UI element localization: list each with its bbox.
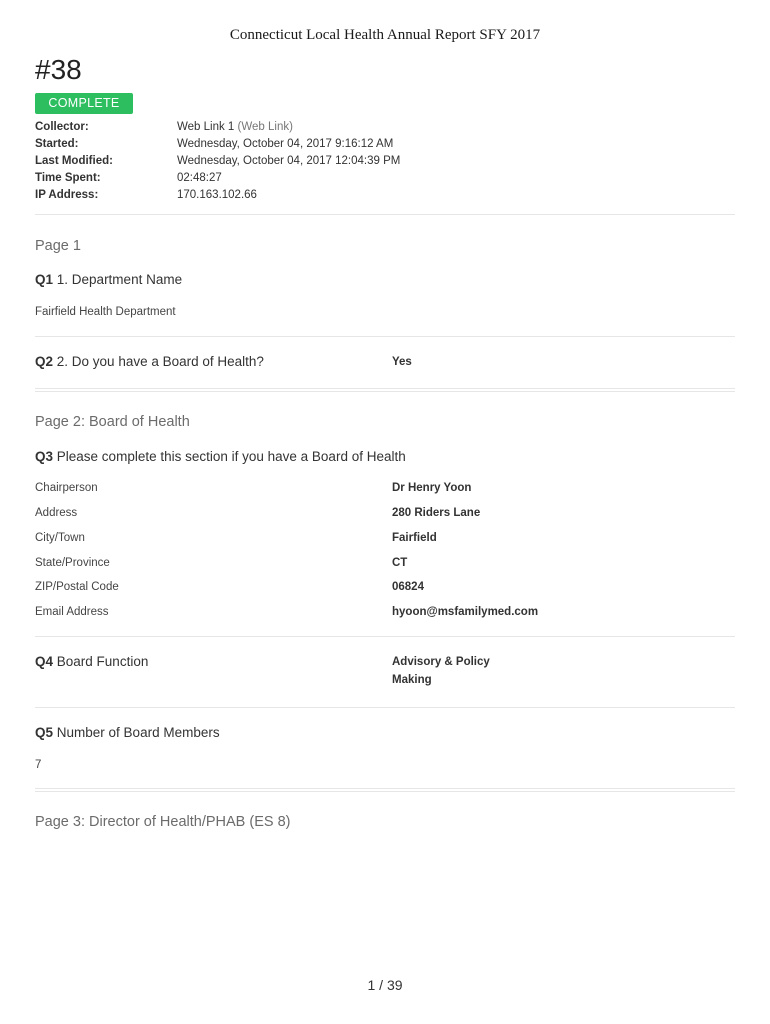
meta-row-started: [35, 138, 400, 155]
collector-type: (Web Link): [237, 121, 293, 133]
document-title: Connecticut Local Health Annual Report SFY 2017: [229, 27, 541, 43]
answer-4-line-2: Making: [392, 674, 432, 686]
question-text: 2. Do you have a Board of Health?: [56, 354, 264, 369]
divider: [35, 214, 735, 215]
divider: [35, 707, 735, 708]
meta-value: 02:48:27: [177, 172, 222, 184]
divider: [35, 636, 735, 637]
response-number: #38: [35, 54, 82, 85]
field-label-zip: ZIP/Postal Code: [35, 581, 119, 593]
question-number: Q1: [35, 272, 54, 287]
meta-value: Wednesday, October 04, 2017 9:16:12 AM: [177, 138, 394, 150]
meta-value: [177, 121, 293, 138]
section-divider: [35, 388, 735, 392]
field-value-chairperson: Dr Henry Yoon: [392, 482, 472, 494]
question-text: 1. Department Name: [56, 272, 183, 287]
field-label-state: State/Province: [35, 557, 110, 569]
field-value-zip: 06824: [392, 581, 424, 593]
meta-row-time-spent: [35, 172, 400, 189]
meta-value: Wednesday, October 04, 2017 12:04:39 PM: [177, 155, 401, 167]
answer-4-line-1: Advisory & Policy: [392, 656, 490, 668]
question-text: Board Function: [56, 654, 149, 669]
meta-label: Collector:: [35, 121, 89, 133]
answer-2: Yes: [392, 356, 412, 368]
meta-label: Started:: [35, 138, 79, 150]
question-number: Q4: [35, 654, 54, 669]
page-heading-2: Page 2: Board of Health: [35, 414, 190, 430]
field-value-address: 280 Riders Lane: [392, 507, 481, 519]
field-label-email: Email Address: [35, 606, 109, 618]
question-1: [35, 272, 182, 287]
field-value-state: CT: [392, 557, 408, 569]
collector-name: Web Link 1: [177, 121, 235, 133]
status-badge: COMPLETE: [35, 93, 133, 114]
question-text: Please complete this section if you have a Board of Health: [56, 449, 406, 464]
answer-5: 7: [35, 759, 42, 771]
field-value-city: Fairfield: [392, 532, 437, 544]
question-4: [35, 654, 148, 669]
meta-row-ip-address: [35, 189, 400, 206]
meta-value: 170.163.102.66: [177, 189, 257, 201]
field-value-email: hyoon@msfamilymed.com: [392, 606, 539, 618]
field-label-chairperson: Chairperson: [35, 482, 98, 494]
page-heading-1: Page 1: [35, 238, 81, 254]
question-3: [35, 449, 406, 464]
question-number: Q3: [35, 449, 54, 464]
answer-1: Fairfield Health Department: [35, 306, 176, 318]
page-heading-3: Page 3: Director of Health/PHAB (ES 8): [35, 814, 291, 830]
meta-label: Last Modified:: [35, 155, 113, 167]
field-label-address: Address: [35, 507, 78, 519]
meta-label: IP Address:: [35, 189, 99, 201]
page-indicator: 1 / 39: [367, 977, 403, 993]
question-number: Q5: [35, 725, 54, 740]
question-2: [35, 354, 264, 369]
meta-row-collector: [35, 121, 400, 138]
question-number: Q2: [35, 354, 54, 369]
meta-row-last-modified: [35, 155, 400, 172]
meta-label: Time Spent:: [35, 172, 101, 184]
divider: [35, 336, 735, 337]
response-metadata: [35, 121, 400, 206]
field-label-city: City/Town: [35, 532, 85, 544]
question-5: [35, 725, 220, 740]
section-divider: [35, 788, 735, 792]
answer-4: [392, 653, 490, 689]
question-text: Number of Board Members: [56, 725, 220, 740]
